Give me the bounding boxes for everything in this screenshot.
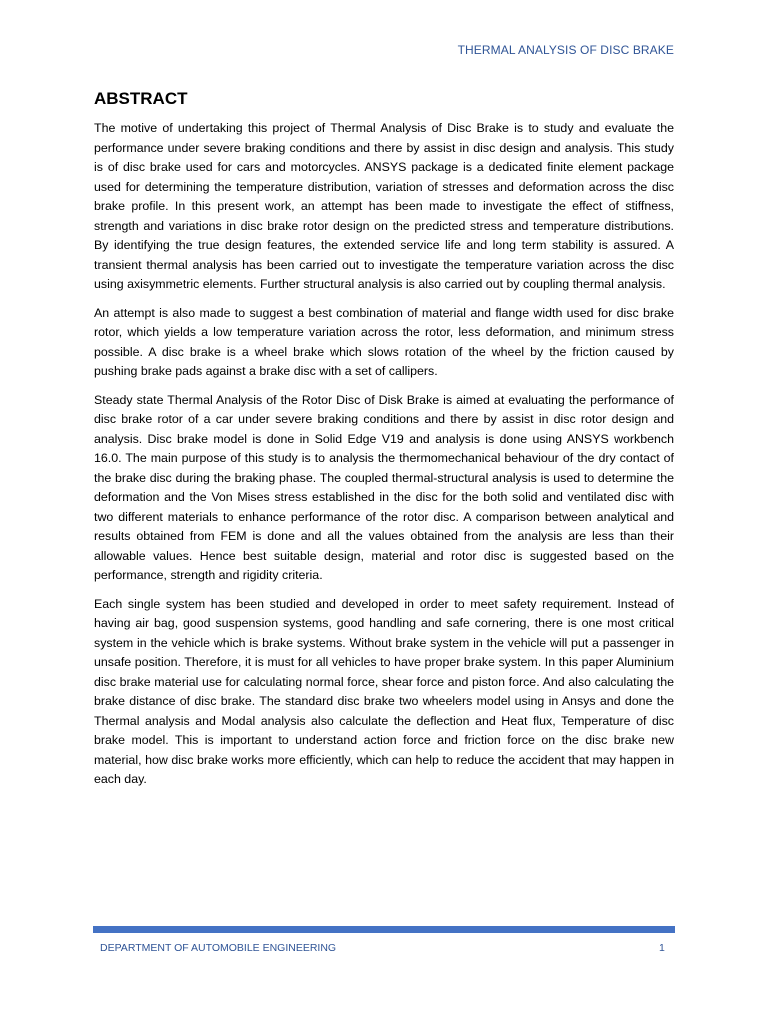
footer-divider bbox=[93, 926, 675, 933]
abstract-paragraph-3: Steady state Thermal Analysis of the Rotor Disc of Disk Brake is aimed at evaluating the performance of disc brake rotor of a car under severe braking conditions and there by assist in disc rotor design and analysis. Disc brake model is done in Solid Edge V19 and analysis is done using ANSYS workbench 16.0. The main purpose of this study is to analysis the thermomechanical behaviour of the dry contact of the brake disc during the braking phase. The coupled thermal-structural analysis is used to determine the deformation and the Von Mises stress established in the disc for the both solid and ventilated disc with two different materials to enhance performance of the rotor disc. A comparison between analytical and results obtained from FEM is done and all the values obtained from the analysis are less than their allowable values. Hence best suitable design, material and rotor disc is suggested based on the performance, strength and rigidity criteria. bbox=[94, 392, 674, 582]
footer-department: DEPARTMENT OF AUTOMOBILE ENGINEERING bbox=[100, 942, 337, 954]
running-header-title: THERMAL ANALYSIS OF DISC BRAKE bbox=[457, 43, 674, 57]
abstract-heading: ABSTRACT bbox=[94, 89, 188, 108]
document-body bbox=[94, 88, 674, 799]
abstract-paragraph-1: The motive of undertaking this project of Thermal Analysis of Disc Brake is to study and evaluate the performance under severe braking conditions and there by assist in disc design and analysis. This study is of disc brake used for cars and motorcycles. ANSYS package is a dedicated finite element package used for determining the temperature distribution, variation of stresses and deformation across the disc brake profile. In this present work, an attempt has been made to investigate the effect of stiffness, strength and variations in disc brake rotor design on the predicted stress and temperature distributions. By identifying the true design features, the extended service life and long term stability is assured. A transient thermal analysis has been carried out to investigate the temperature variation across the disc using axisymmetric elements. Further structural analysis is also carried out by coupling thermal analysis. bbox=[94, 121, 674, 291]
page-number: 1 bbox=[659, 942, 665, 954]
abstract-paragraph-2: An attempt is also made to suggest a best combination of material and flange width used for disc brake rotor, which yields a low temperature variation across the rotor, less deformation, and minimum stress possible. A disc brake is a wheel brake which slows rotation of the wheel by the friction caused by pushing brake pads against a brake disc with a set of callipers. bbox=[94, 305, 674, 378]
abstract-paragraph-4: Each single system has been studied and developed in order to meet safety requirement. Instead of having air bag, good suspension systems, good handling and safe cornering, there is one most critical system in the vehicle which is brake systems. Without brake system in the vehicle will put a passenger in unsafe position. Therefore, it is must for all vehicles to have proper brake system. In this paper Aluminium disc brake material use for calculating normal force, shear force and piston force. And also calculating the brake distance of disc brake. The standard disc brake two wheelers model using in Ansys and done the Thermal analysis and Modal analysis also calculate the deflection and Heat flux, Temperature of disc brake model. This is important to understand action force and friction force on the disc brake new material, how disc brake works more efficiently, which can help to reduce the accident that may happen in each day. bbox=[94, 596, 674, 786]
